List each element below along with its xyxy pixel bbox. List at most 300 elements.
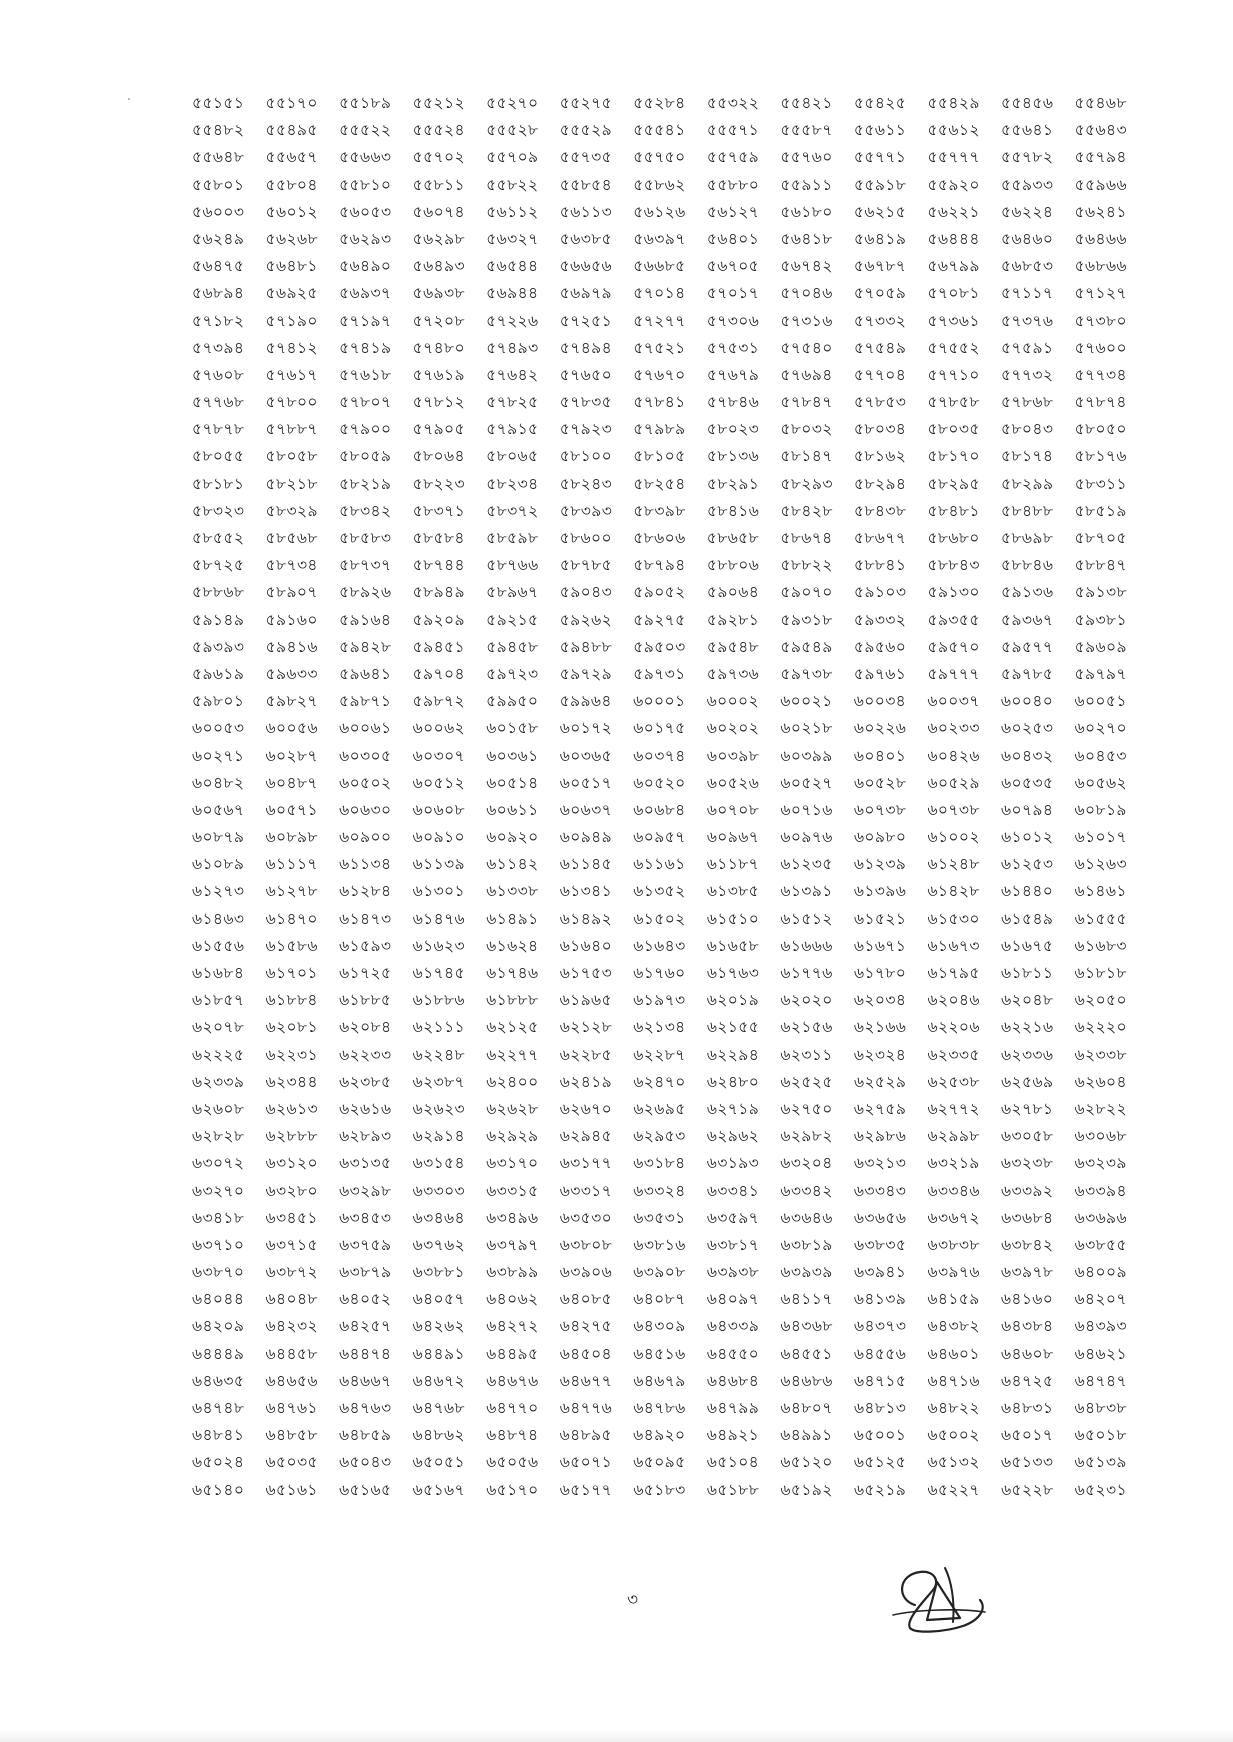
roll-number: ৫৮৪৮১ [927, 501, 980, 520]
roll-number: ৫৭৩০৬ [706, 311, 760, 330]
roll-number: ৫৯৯৫০ [486, 692, 539, 711]
roll-number: ৬৪৪৭৪ [339, 1344, 392, 1363]
roll-number: ৫৭৮১২ [412, 393, 466, 412]
roll-number: ৬৪৮১৩ [853, 1399, 907, 1417]
roll-number: ৫৯১৩৬ [1001, 583, 1054, 602]
roll-number: ৫৬৯৪৪ [486, 284, 539, 303]
roll-number: ৬১০১৭ [1074, 828, 1127, 847]
roll-number: ৬৫০৩৫ [265, 1453, 318, 1472]
roll-number: ৬৫১২০ [780, 1453, 833, 1472]
roll-number: ৬৩৮০৮ [559, 1235, 613, 1254]
roll-number: ৫৬৪৯০ [339, 257, 392, 276]
roll-number: ৬১১৩৯ [412, 855, 465, 874]
roll-number: ৫৭১৮২ [192, 311, 245, 330]
roll-number: ৫৬৭৮৭ [853, 257, 907, 276]
roll-number: ৬০৬১১ [486, 800, 539, 819]
roll-number: ৫৮৫৮৪ [412, 529, 465, 547]
roll-number: ৫৭৮৬৮ [1001, 393, 1054, 412]
roll-number: ৫৫৪৯৫ [265, 121, 318, 140]
roll-number: ৬১৪৭০ [265, 909, 318, 928]
roll-number: ৫৭৮৪৭ [780, 393, 833, 412]
roll-number: ৬২৬২৩ [412, 1099, 466, 1118]
roll-number: ৬৩৪১৮ [192, 1208, 245, 1227]
roll-number: ৫৬৩৮৫ [559, 229, 613, 248]
roll-number: ৬৩০৭২ [192, 1154, 245, 1173]
roll-number: ৬০৫২৮ [853, 773, 907, 792]
roll-number: ৬০৭০৮ [706, 800, 760, 819]
roll-number: ৫৬২৯৮ [412, 229, 466, 248]
roll-number: ৫৭৪৯৩ [486, 338, 539, 357]
roll-number: ৫৭৬৭৯ [706, 365, 760, 384]
roll-number: ৬৫২৩১ [1074, 1480, 1127, 1499]
table-row [192, 525, 1127, 552]
table-row [192, 1313, 1127, 1340]
roll-number: ৬০৯০০ [339, 828, 392, 847]
roll-number: ৫৬৪৬০ [1001, 229, 1054, 248]
roll-number: ৫৭৬৪২ [486, 365, 539, 384]
roll-number: ৬০৫১৪ [486, 773, 539, 792]
roll-number: ৬১৫৩০ [927, 909, 980, 928]
roll-number: ৬৫১৩৯ [1074, 1453, 1127, 1472]
roll-number: ৫৫৯৩৩ [1001, 175, 1054, 194]
roll-number: ৬১৩৯৬ [853, 882, 907, 901]
roll-number: ৫৭৩৮০ [1074, 311, 1127, 330]
roll-number: ৫৬২৪৯ [192, 229, 245, 248]
roll-number: ৫৫৫৮৭ [780, 121, 833, 140]
roll-number: ৬৩২০৪ [780, 1154, 833, 1173]
roll-number: ৬১৬৪০ [559, 936, 613, 955]
roll-number: ৫৭৭৩২ [1000, 365, 1054, 384]
roll-number: ৫৮৯৪৯ [412, 583, 465, 602]
roll-number: ৬২২৮৭ [633, 1045, 686, 1064]
roll-number: ৫৭২৭৭ [633, 311, 686, 330]
roll-number: ৬৩৮৮১ [412, 1263, 466, 1282]
roll-number: ৫৫৪৫৬ [1001, 94, 1054, 112]
roll-number: ৬২০৪৬ [927, 991, 980, 1010]
roll-number: ৫৫৯৬৬ [1074, 175, 1127, 194]
roll-number: ৬০৫২৬ [706, 773, 760, 792]
roll-number: ৬৪৭৭৬ [559, 1399, 613, 1417]
roll-number: ৫৫৭৫৯ [706, 148, 760, 167]
roll-number: ৬৫০৫৬ [486, 1453, 539, 1472]
roll-number: ৫৫৮৫৪ [559, 175, 613, 194]
table-row [192, 688, 1127, 715]
roll-number: ৬৩১৯৩ [706, 1154, 760, 1173]
roll-number: ৬১৫৯৩ [339, 936, 392, 955]
roll-number: ৫৬৪৭৫ [192, 257, 245, 276]
roll-number: ৬৩৮৩৫ [853, 1235, 907, 1254]
roll-number: ৫৮৪৩৮ [854, 501, 907, 520]
roll-number: ৬১৫৫৫ [1074, 909, 1127, 928]
roll-number: ৫৭৭০৪ [853, 365, 907, 384]
roll-number: ৫৯৭৮৫ [1001, 664, 1054, 683]
roll-number: ৫৭১১৭ [1001, 284, 1054, 303]
roll-number: ৬২৯২৯ [486, 1127, 539, 1146]
roll-number: ৬৩৮৭২ [265, 1263, 318, 1282]
roll-number: ৬১২৩৯ [853, 855, 907, 874]
table-row [192, 824, 1127, 851]
roll-number: ৫৫৭৯৪ [1074, 148, 1127, 167]
roll-number: ৬৩১৫৪ [412, 1154, 465, 1173]
roll-number: ৬৪০৮৭ [633, 1290, 686, 1309]
roll-number: ৬৪২০৭ [1074, 1290, 1127, 1309]
roll-number: ৬১২৬৩ [1074, 855, 1127, 874]
roll-number: ৬০২১৮ [780, 719, 833, 738]
table-row [192, 851, 1127, 878]
roll-number: ৬২০৮১ [265, 1018, 318, 1037]
roll-number: ৬৪৬৮৪ [706, 1371, 760, 1390]
roll-number: ৫৬০০৩ [192, 202, 245, 221]
roll-number: ৫৮৬৫৮ [706, 529, 760, 547]
roll-number: ৬২৬০৮ [192, 1099, 245, 1118]
roll-number: ৬১৫০২ [633, 909, 686, 928]
roll-number: ৬১৪৪০ [1000, 882, 1054, 901]
roll-number: ৬৩৯৩৮ [706, 1263, 760, 1282]
roll-number: ৬০১৭২ [559, 719, 613, 738]
roll-number: ৫৮৪১৬ [706, 501, 760, 520]
roll-number: ৫৯৭২৯ [559, 664, 613, 683]
roll-number: ৬৩০৬৮ [1074, 1127, 1127, 1146]
roll-number: ৬২৯৫৩ [633, 1127, 686, 1146]
roll-number: ৫৫৪৬৮ [1074, 94, 1127, 112]
roll-number: ৫৬১১৩ [559, 202, 613, 221]
roll-number: ৬১৭৬৩ [706, 964, 760, 982]
roll-number: ৫৭৮৭৮ [192, 420, 245, 439]
roll-number: ৬০৭৯৪ [1001, 800, 1054, 819]
roll-number: ৬২০৫০ [1074, 991, 1127, 1010]
roll-number: ৬২৪০০ [486, 1072, 539, 1091]
roll-number: ৬২২০৬ [927, 1018, 980, 1037]
roll-number: ৫৮৭৬৬ [486, 556, 539, 575]
roll-number: ৫৯৭৩৮ [780, 664, 833, 683]
roll-number: ৬২৬০৪ [1074, 1072, 1127, 1091]
roll-number: ৬৪২৩২ [265, 1317, 318, 1336]
roll-number: ৬১২৪৮ [927, 855, 980, 874]
roll-number: ৫৮৮৪৬ [1001, 556, 1054, 575]
roll-number: ৫৭৬৯৪ [780, 365, 833, 384]
roll-number: ৫৮৪২৮ [780, 501, 833, 520]
roll-number: ৫৯৩৩২ [853, 610, 907, 629]
roll-number: ৬২৫২৯ [853, 1072, 907, 1091]
table-row [192, 117, 1127, 144]
roll-number: ৫৬৭৪২ [780, 257, 833, 276]
roll-number: ৬৩৮৪২ [1001, 1235, 1054, 1254]
roll-number: ৬৪৭৮৬ [633, 1399, 686, 1417]
roll-number: ৫৯২১৫ [486, 610, 539, 629]
roll-number: ৫৭৩৭৬ [1001, 311, 1054, 330]
roll-number: ৬০৫২৯ [927, 773, 980, 792]
roll-number: ৫৬২২১ [927, 202, 980, 221]
roll-number: ৬১৩৩৮ [486, 882, 539, 901]
table-row [192, 389, 1127, 416]
roll-number: ৫৭৮২৫ [486, 393, 539, 412]
page-number: ৩ [627, 1590, 639, 1610]
roll-number: ৬০৫৩৫ [1001, 773, 1054, 792]
roll-number: ৬৩৩১৫ [486, 1181, 539, 1200]
roll-number: ৫৯৩৬৭ [1001, 610, 1054, 629]
roll-number: ৫৯৭৩৬ [706, 664, 760, 683]
roll-number: ৫৯১৪৯ [192, 610, 245, 629]
roll-number: ৫৮০৬৫ [486, 447, 539, 466]
roll-number: ৫৫৫৭১ [706, 121, 760, 140]
roll-number: ৬২৮৮৮ [265, 1127, 318, 1146]
roll-number: ৬৪৩৬৮ [780, 1317, 833, 1336]
roll-number: ৫৮৮০৬ [706, 556, 760, 575]
roll-number: ৬০০৫৩ [192, 719, 245, 738]
roll-number: ৬৪৬৩৫ [192, 1371, 245, 1390]
roll-number: ৬১৩৫২ [633, 882, 686, 901]
roll-number: ৬৪৩৭৩ [853, 1317, 907, 1336]
roll-number: ৬৩৮১৭ [706, 1235, 760, 1254]
roll-number: ৬৪০৯৭ [706, 1290, 760, 1309]
roll-number: ৬৩৪৯৬ [486, 1208, 539, 1227]
roll-number: ৫৬৮৫৩ [1001, 257, 1054, 276]
roll-number: ৬১২৩৫ [780, 855, 833, 874]
roll-number: ৬৩২১৯ [927, 1154, 980, 1173]
roll-number: ৬২৩১১ [780, 1045, 833, 1064]
roll-number: ৬১১৩৪ [339, 855, 392, 874]
roll-number: ৬৪৭৯৯ [706, 1399, 760, 1417]
table-row [192, 498, 1127, 525]
roll-number: ৬২৭১৯ [706, 1099, 760, 1118]
roll-number: ৫৭৫৩১ [706, 338, 760, 357]
table-row [192, 1477, 1127, 1504]
roll-number: ৬৩৬৪৬ [780, 1208, 833, 1227]
roll-number: ৬১৫৫৬ [192, 936, 245, 955]
roll-number: ৫৯০৪৩ [559, 583, 613, 602]
roll-number: ৫৫৭৬০ [780, 148, 833, 167]
roll-number: ৫৬৪৯৩ [412, 257, 465, 276]
roll-number: ৫৫৭৭১ [853, 148, 907, 167]
roll-number: ৫৫৬১২ [927, 121, 980, 140]
table-row [192, 1096, 1127, 1123]
roll-number: ৬৪৮৭৪ [486, 1426, 539, 1445]
roll-number: ৬৫১০৪ [706, 1453, 760, 1472]
roll-number: ৬০০৬২ [412, 719, 466, 738]
roll-number: ৬৪৪৪৯ [192, 1344, 245, 1363]
roll-number: ৬১৮৮৪ [265, 991, 318, 1010]
roll-number: ৫৯১০৩ [854, 583, 907, 602]
roll-number: ৫৯৭৬১ [853, 664, 907, 683]
roll-number: ৫৬৯২৫ [265, 284, 318, 303]
roll-number: ৫৮৬০৬ [633, 529, 686, 547]
roll-number: ৬১২৫৩ [1001, 855, 1054, 874]
roll-number: ৫৯৪২৮ [339, 637, 392, 656]
roll-number: ৫৫১৮৯ [339, 94, 392, 112]
table-row [192, 1422, 1127, 1449]
roll-number: ৫৮৮৪৩ [927, 556, 980, 575]
roll-number: ৬৩১৭০ [486, 1154, 539, 1173]
roll-number: ৫৫৬৪৩ [1074, 121, 1127, 140]
roll-number: ৫৯৫৬০ [853, 637, 907, 656]
roll-number: ৫৮২৯৩ [780, 474, 833, 493]
roll-number: ৬১৭৯৫ [927, 964, 980, 982]
roll-number: ৬০৯৫৭ [633, 828, 686, 847]
roll-number: ৫৭৬১৮ [339, 365, 392, 384]
roll-number: ৫৮৩৭২ [486, 501, 539, 520]
roll-number: ৬১৬৮৩ [1074, 936, 1127, 955]
roll-number: ৬৪১৩৯ [853, 1290, 907, 1309]
roll-number: ৬২৩৮৫ [339, 1072, 392, 1091]
roll-number: ৫৭৩৩২ [853, 311, 907, 330]
roll-number: ৬৪৭১৬ [927, 1371, 980, 1390]
roll-number: ৬৩৭৫৯ [339, 1235, 392, 1254]
roll-number: ৬৪৮৬২ [412, 1426, 465, 1445]
roll-number: ৬৩২৩৮ [1000, 1154, 1054, 1173]
roll-number: ৫৭১২৭ [1074, 284, 1127, 303]
roll-number: ৬২১৫৫ [706, 1018, 760, 1037]
roll-number: ৬৩৬৫৬ [853, 1208, 907, 1227]
roll-number: ৫৯৮০১ [192, 692, 245, 711]
roll-number: ৫৮৭৩৭ [339, 556, 392, 575]
table-row [192, 144, 1127, 171]
roll-number: ৫৯৭৭৭ [927, 664, 980, 683]
roll-number: ৫৭৬১৯ [412, 365, 465, 384]
roll-number: ৬০৩৯৯ [780, 746, 833, 765]
roll-number: ৫৯৬৩৩ [265, 664, 318, 683]
table-row [192, 1042, 1127, 1069]
roll-number: ৫৮০৩৪ [853, 420, 907, 439]
roll-number: ৬৪৬৮৬ [780, 1371, 833, 1390]
roll-number: ৬৪৮৫৯ [339, 1426, 392, 1445]
roll-number: ৬২৪১৯ [559, 1072, 613, 1091]
roll-number: ৬০৯৮০ [853, 828, 907, 847]
roll-number: ৬২৬২৮ [486, 1099, 539, 1118]
roll-number: ৫৬৯৭৯ [559, 284, 613, 303]
roll-number: ৬৩২৩৯ [1074, 1154, 1127, 1173]
roll-number: ৫৯৪৫১ [412, 637, 465, 656]
roll-number: ৬৪৬৫৬ [265, 1371, 318, 1390]
roll-number: ৬৪৬৭৯ [633, 1371, 686, 1390]
roll-number: ৬২৮২৮ [192, 1127, 245, 1146]
roll-number: ৬৩১২০ [265, 1154, 318, 1173]
roll-number: ৫৭৭৩৪ [1074, 365, 1127, 384]
roll-number: ৬০৩৬১ [486, 746, 539, 765]
roll-number: ৬১৬২৪ [486, 936, 539, 955]
roll-number: ৫৫৮২২ [486, 175, 539, 194]
roll-number: ৬৪৬৭২ [412, 1371, 466, 1390]
roll-number: ৫৬১২৬ [633, 202, 686, 221]
roll-number: ৫৯৪৫৮ [486, 637, 539, 656]
roll-number: ৬০৩৬৫ [559, 746, 613, 765]
roll-number: ৬৪৮৩১ [1001, 1399, 1054, 1417]
roll-number: ৬৪৫০৪ [559, 1344, 613, 1363]
roll-number: ৫৬৪১৯ [853, 229, 907, 248]
roll-number: ৫৮৭২৫ [192, 556, 245, 575]
roll-number: ৬৩৮৩৮ [927, 1235, 980, 1254]
roll-number: ৬৩০৫৮ [1000, 1127, 1054, 1146]
table-row [192, 715, 1127, 742]
roll-number: ৬৩১৮৪ [633, 1154, 686, 1173]
signature-icon [885, 1560, 995, 1640]
roll-number: ৫৮২২৩ [412, 474, 465, 493]
roll-number: ৬১০১২ [1001, 828, 1054, 847]
roll-number: ৫৯৭০৪ [412, 664, 465, 683]
roll-number: ৫৮২১৯ [339, 474, 392, 493]
roll-number: ৬১৬৬৬ [780, 936, 833, 955]
roll-number: ৫৬৪০১ [706, 229, 760, 248]
roll-number: ৬৪৮৩৮ [1074, 1399, 1127, 1417]
roll-number: ৫৫৫২২ [339, 121, 392, 140]
roll-number: ৫৫৮১১ [412, 175, 465, 194]
roll-number: ৫৮০৫৫ [192, 447, 245, 466]
table-row [192, 1014, 1127, 1041]
roll-number: ৬৪০০৯ [1074, 1263, 1127, 1282]
roll-number: ৬৪০৮৫ [559, 1290, 613, 1309]
roll-number: ৫৮৭৪৪ [412, 556, 466, 575]
roll-number: ৬২৫২৫ [780, 1072, 833, 1091]
roll-number: ৬২২৩৩ [339, 1045, 392, 1064]
roll-number: ৫৭৮৫৩ [853, 393, 907, 412]
roll-number: ৬৪৬৭৭ [559, 1371, 613, 1390]
table-row [192, 960, 1127, 987]
roll-number: ৬৩৫৩১ [633, 1208, 686, 1227]
roll-number: ৬২৬৯৫ [633, 1099, 686, 1118]
roll-number: ৫৭৬০০ [1074, 338, 1127, 357]
roll-number: ৬৪৫৫১ [780, 1344, 833, 1363]
roll-number: ৬০০০১ [633, 692, 686, 711]
roll-number: ৫৭৯০৫ [412, 420, 465, 439]
roll-number: ৬০৬০৮ [412, 800, 466, 819]
roll-number: ৬১৬৫৮ [706, 936, 760, 955]
roll-number: ৫৮৪৮৮ [1001, 501, 1054, 520]
roll-number: ৬১৮১১ [1001, 964, 1054, 982]
roll-number: ৫৮১৩৬ [706, 447, 760, 466]
roll-number: ৬৩২৮০ [265, 1181, 318, 1200]
roll-number: ৫৭০১৪ [633, 284, 686, 303]
table-row [192, 661, 1127, 688]
roll-number: ৬৪৩৯৩ [1074, 1317, 1127, 1336]
roll-number: ৬১২৮৪ [339, 882, 392, 901]
roll-number: ৬১৮১৮ [1074, 964, 1127, 982]
table-row [192, 1232, 1127, 1259]
roll-number: ৬৪৭১৫ [853, 1371, 907, 1390]
roll-number: ৬১১৪২ [486, 855, 539, 874]
roll-number: ৫৭১৯০ [265, 311, 318, 330]
roll-number: ৫৬৯৩৮ [412, 284, 465, 303]
roll-number: ৬৩৪৬৪ [412, 1208, 465, 1227]
roll-number: ৬৪৪৯১ [412, 1344, 465, 1363]
roll-number: ৬০৫০২ [339, 773, 392, 792]
roll-number: ৫৬৭০৫ [706, 257, 760, 276]
roll-number: ৬১৩৮৫ [706, 882, 760, 901]
roll-number: ৬২২১৬ [1001, 1018, 1054, 1037]
roll-number: ৬৫১৬১ [265, 1480, 318, 1499]
table-row [192, 280, 1127, 307]
table-row [192, 1341, 1127, 1368]
roll-number: ৫৭৬৫০ [559, 365, 613, 384]
roll-number: ৬৩৪৫৩ [339, 1208, 392, 1227]
roll-number: ৫৫৭৭৭ [927, 148, 980, 167]
roll-number: ৫৯৬৪১ [339, 664, 392, 683]
roll-number: ৬৫০৯৫ [633, 1453, 686, 1472]
roll-number: ৫৬১১২ [486, 202, 539, 221]
roll-number: ৬১৫২১ [853, 909, 907, 928]
roll-number: ৬১৬২৩ [412, 936, 465, 955]
roll-number: ৫৫২৮৪ [633, 94, 686, 112]
roll-number: ৬১৪৭৩ [339, 909, 392, 928]
roll-number: ৬০৫৬৭ [192, 800, 245, 819]
roll-number: ৫৮০৫০ [1074, 420, 1127, 439]
roll-number: ৫৮৮৪১ [854, 556, 907, 575]
roll-number: ৬৪৮৪১ [192, 1426, 245, 1445]
roll-number: ৬৩৪৫১ [265, 1208, 318, 1227]
roll-number: ৬৫২২৮ [1001, 1480, 1054, 1499]
roll-number: ৫৯৪১৬ [265, 637, 318, 656]
roll-number: ৫৬৪৪৪ [927, 229, 980, 248]
roll-number: ৬০৪২৬ [927, 746, 980, 765]
roll-number: ৬০৭৩৮ [853, 800, 907, 819]
